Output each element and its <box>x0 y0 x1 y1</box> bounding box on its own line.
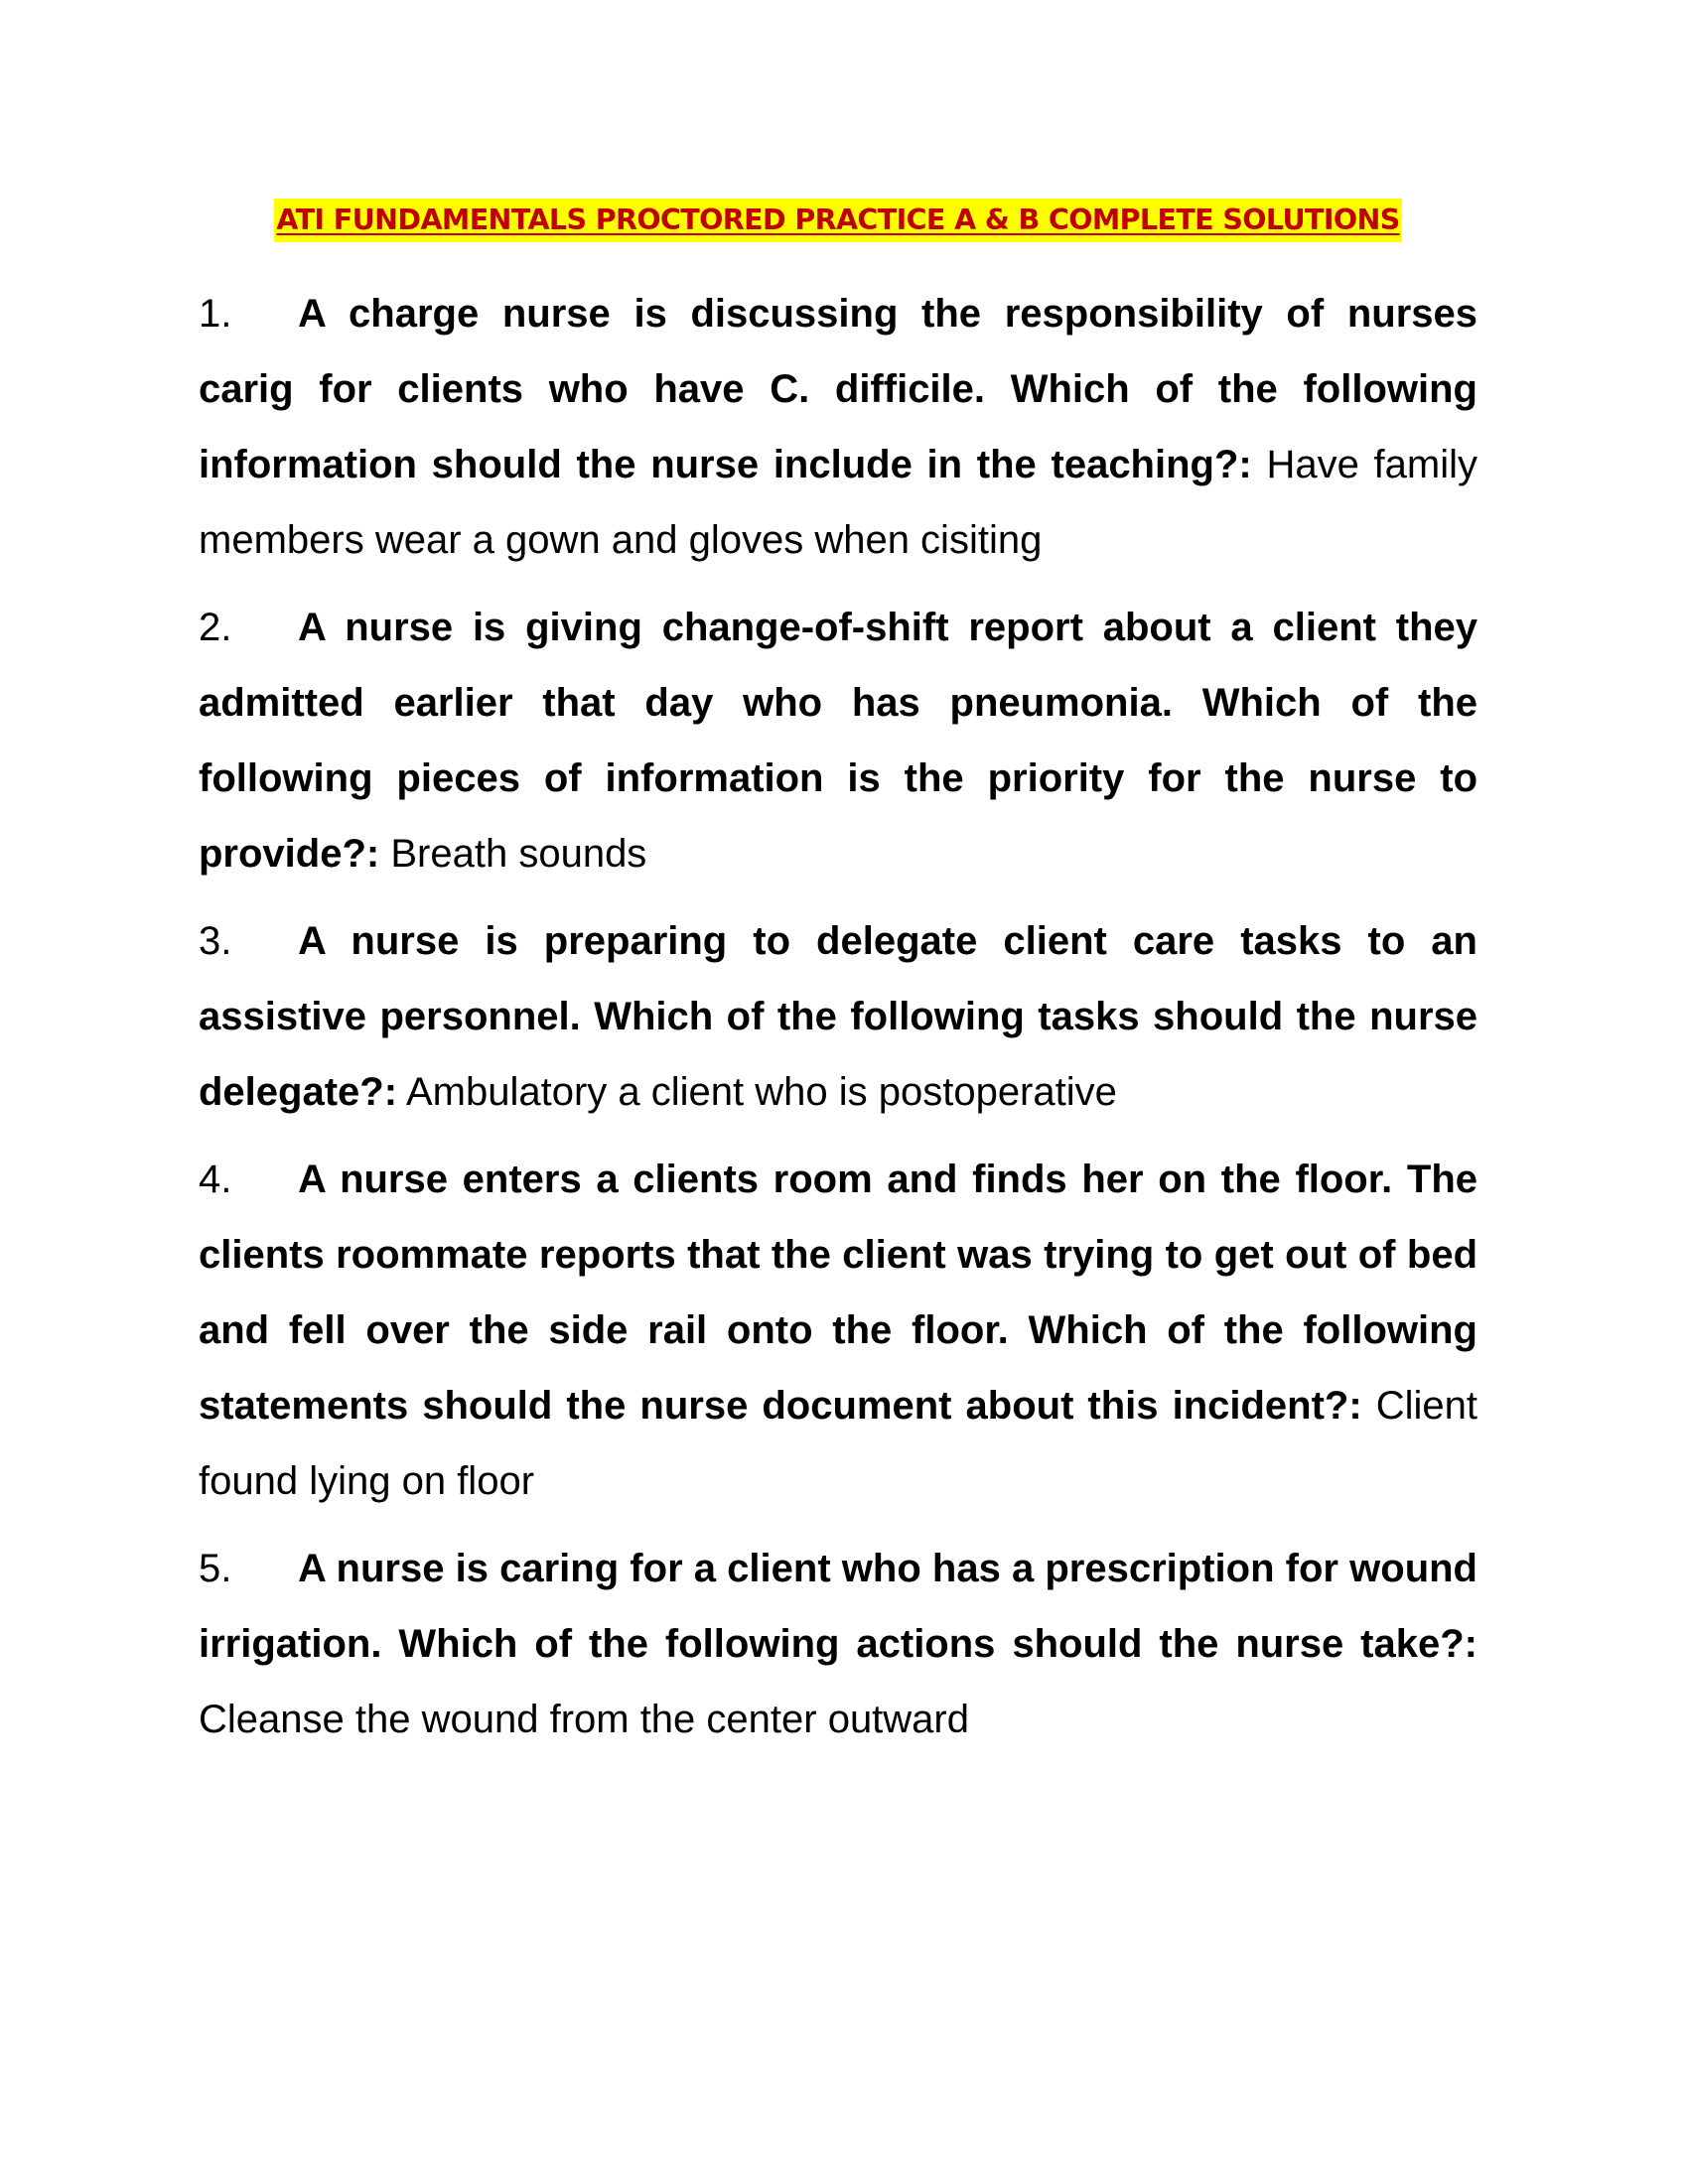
answer-text: Client found lying on floor <box>199 1384 1477 1503</box>
question-text: A charge nurse is discussing the responsibility of nurses carig for clients who have C. difficile. Which of the following information should the nurse include in the teaching?: <box>199 292 1477 486</box>
question-text: A nurse is preparing to delegate client care tasks to an assistive personnel. Which of the following tasks should the nurse delegate?: <box>199 919 1477 1114</box>
question-number: 4. <box>199 1158 232 1201</box>
question-item-5 <box>199 1531 1477 1757</box>
question-number: 2. <box>199 606 232 649</box>
question-item-1 <box>199 276 1477 578</box>
question-number: 1. <box>199 292 232 336</box>
document-page <box>199 199 1477 1769</box>
answer-text: Breath sounds <box>390 832 647 876</box>
question-text: A nurse is giving change-of-shift report about a client they admitted earlier that day who has pneumonia. Which of the following pieces of information is the priority for the nurse to provide?: <box>199 606 1477 876</box>
document-title: ATI FUNDAMENTALS PROCTORED PRACTICE A & B COMPLETE SOLUTIONS <box>274 199 1401 242</box>
title-container <box>199 199 1477 242</box>
question-text: A nurse enters a clients room and finds her on the floor. The clients roommate reports that the client was trying to get out of bed and fell over the side rail onto the floor. Which of the following statements should the nurse document about this incident?: <box>199 1158 1477 1428</box>
question-list <box>199 276 1477 1757</box>
question-text: A nurse is caring for a client who has a prescription for wound irrigation. Which of the following actions should the nurse take?: <box>199 1547 1477 1666</box>
question-number: 5. <box>199 1547 232 1590</box>
answer-text: Cleanse the wound from the center outward <box>199 1698 969 1741</box>
answer-text: Ambulatory a client who is postoperative <box>405 1070 1117 1114</box>
answer-text: Have family members wear a gown and gloves when cisiting <box>199 443 1477 562</box>
question-item-4 <box>199 1142 1477 1519</box>
question-number: 3. <box>199 919 232 963</box>
question-item-3 <box>199 903 1477 1130</box>
question-item-2 <box>199 590 1477 891</box>
